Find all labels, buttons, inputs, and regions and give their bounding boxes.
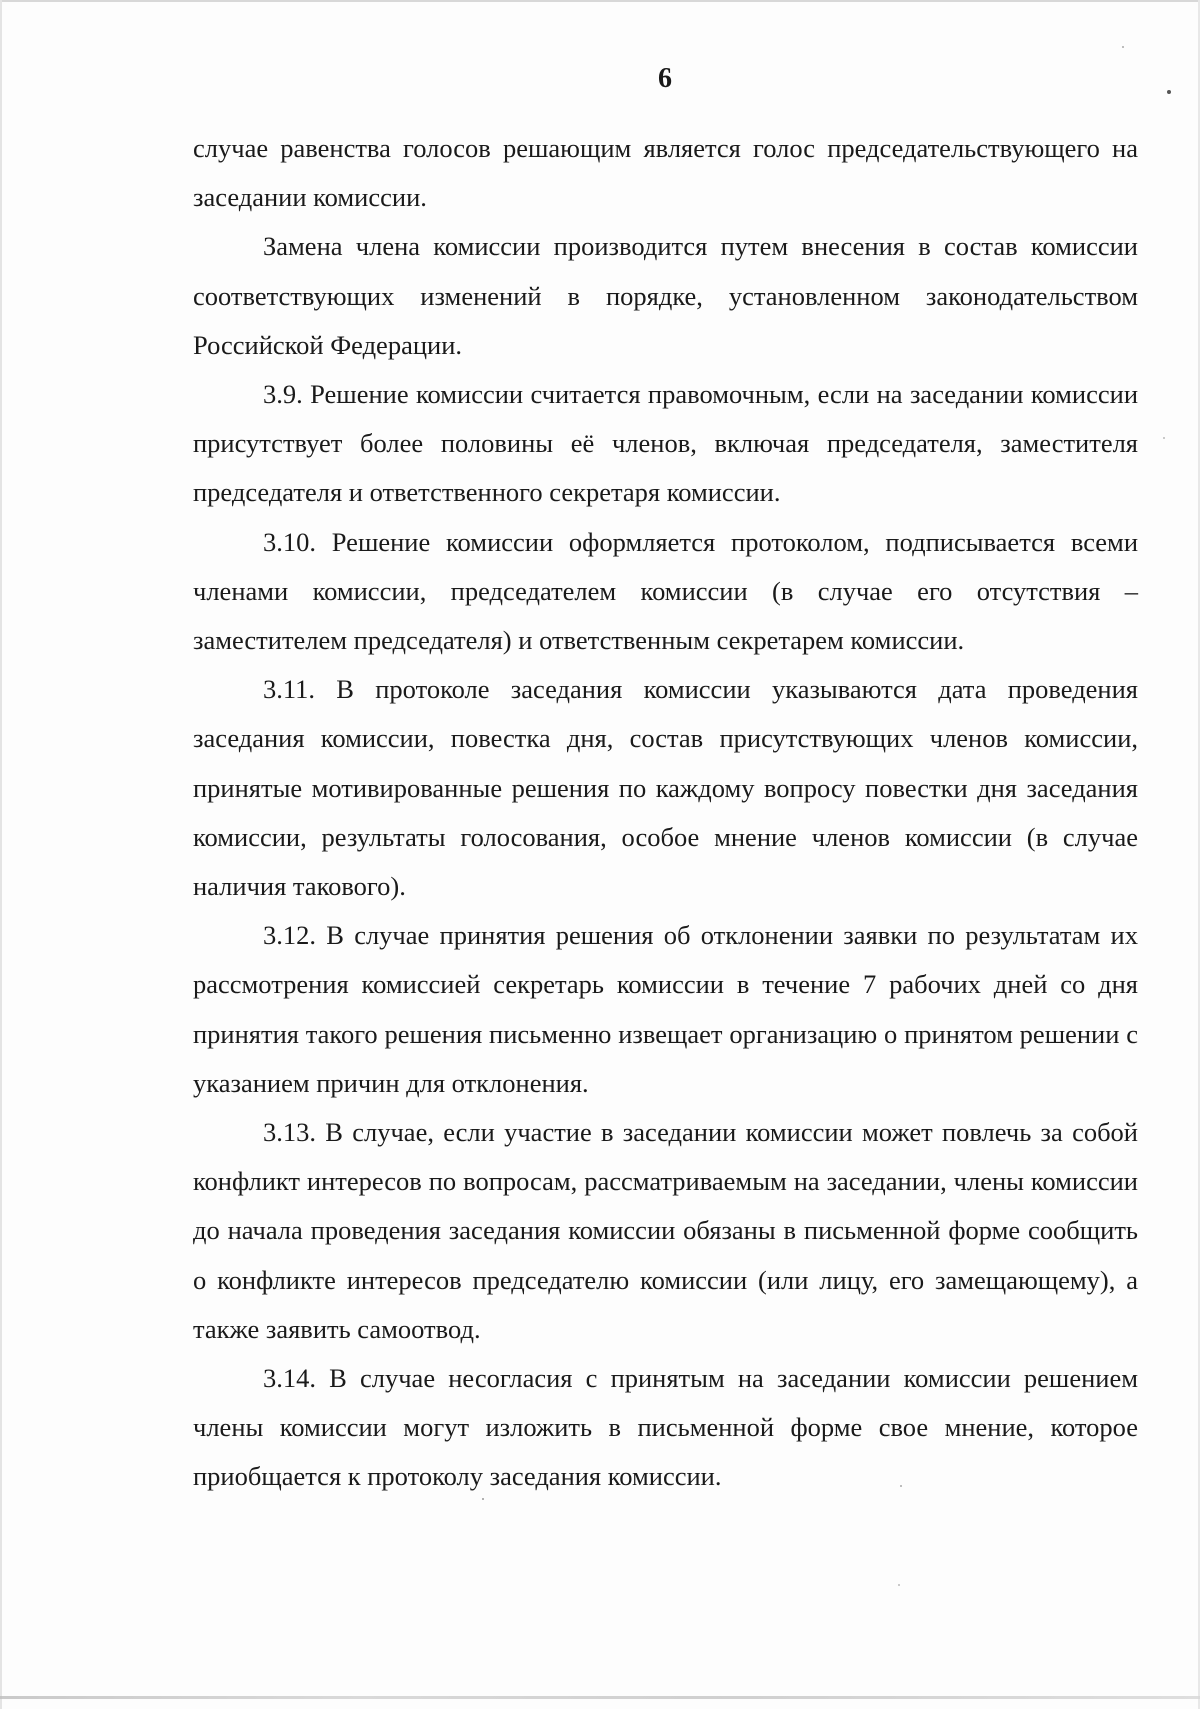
document-body xyxy=(193,124,1138,1502)
paragraph-3-10: 3.10. Решение комиссии оформляется протоколом, подписывается всеми членами комиссии, председателем комиссии (в случае его отсутствия – заместителем председателя) и ответственным секретарем комиссии. xyxy=(193,526,1138,656)
scan-speck xyxy=(1163,437,1165,439)
paragraph-continuation: случае равенства голосов решающим является голос председательствующего на заседании комиссии. xyxy=(193,133,1138,213)
scan-edge-top xyxy=(0,0,1200,2)
page-number: 6 xyxy=(658,63,672,94)
paragraph-3-13: 3.13. В случае, если участие в заседании комиссии может повлечь за собой конфликт интересов по вопросам, рассматриваемым на заседании, члены комиссии до начала проведения заседания комиссии обязаны в письменной форме сообщить о конфликте интересов председателю комиссии (или лицу, его замещающему), а также заявить самоотвод. xyxy=(193,1117,1138,1344)
paragraph-3-14: 3.14. В случае несогласия с принятым на заседании комиссии решением члены комиссии могут изложить в письменной форме свое мнение, которое приобщается к протоколу заседания комиссии. xyxy=(193,1363,1138,1492)
paragraph-3-12: 3.12. В случае принятия решения об отклонении заявки по результатам их рассмотрения комиссией секретарь комиссии в течение 7 рабочих дней со дня принятия такого решения письменно извещает организацию о принятом решении с указанием причин для отклонения. xyxy=(193,920,1138,1098)
paragraph-3-11: 3.11. В протоколе заседания комиссии указываются дата проведения заседания комиссии, повестка дня, состав присутствующих членов комиссии, принятые мотивированные решения по каждому вопросу повестки дня заседания комиссии, результаты голосования, особое мнение членов комиссии (в случае наличия такового). xyxy=(193,674,1138,902)
paragraph-member-replacement: Замена члена комиссии производится путем внесения в состав комиссии соответствующих изменений в порядке, установленном законодательством Российской Федерации. xyxy=(193,231,1138,360)
paragraph-3-9: 3.9. Решение комиссии считается правомочным, если на заседании комиссии присутствует более половины её членов, включая председателя, заместителя председателя и ответственного секретаря комиссии. xyxy=(193,379,1138,508)
scan-edge-bottom xyxy=(0,1696,1200,1699)
scan-edge-left xyxy=(0,0,2,1709)
scan-speck xyxy=(1122,46,1124,48)
scan-speck xyxy=(898,1584,900,1586)
